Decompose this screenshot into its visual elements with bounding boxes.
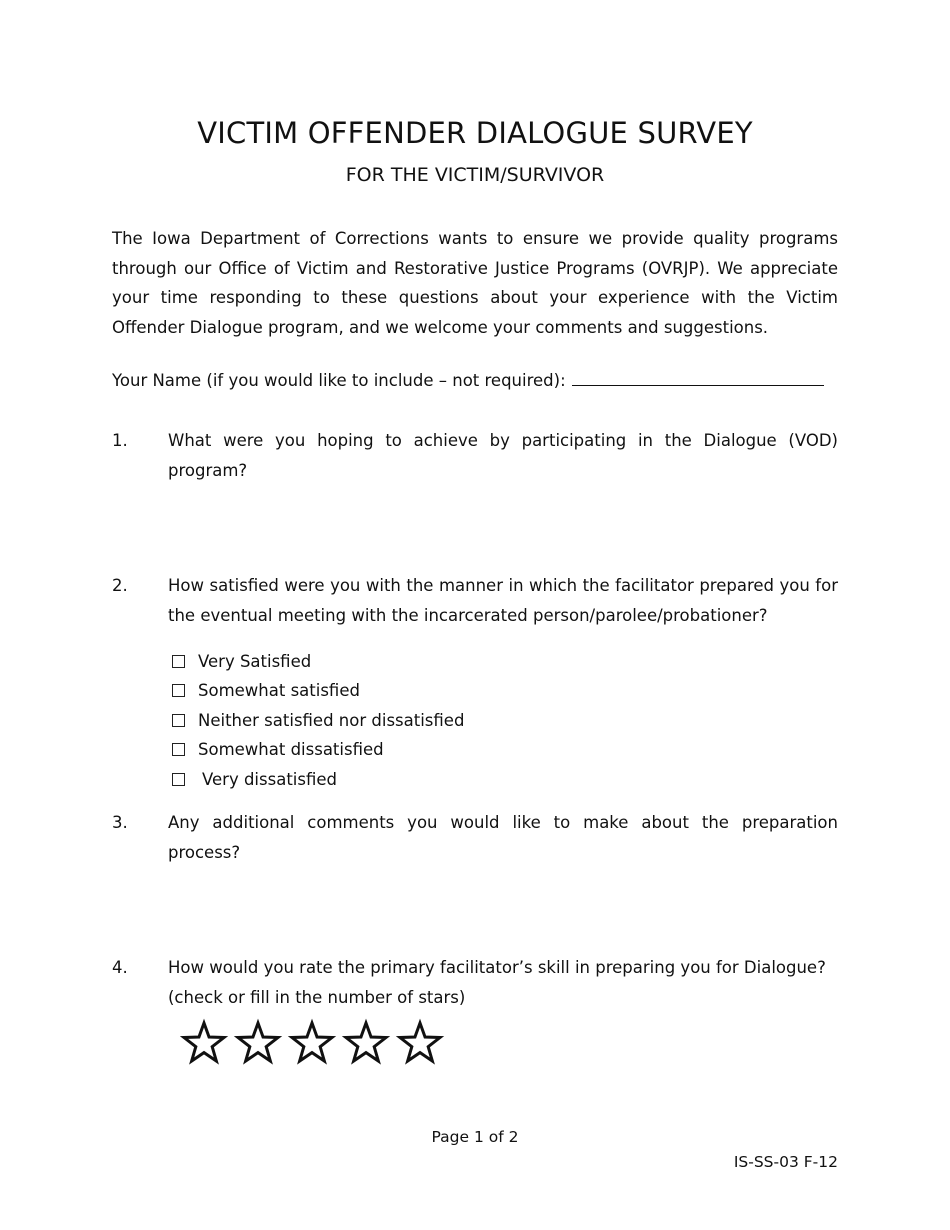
- option-label: Very dissatisfied: [202, 769, 337, 789]
- option-very-satisfied[interactable]: [168, 647, 838, 677]
- option-label: Somewhat dissatisfied: [198, 740, 384, 759]
- intro-paragraph: The Iowa Department of Corrections wants to ensure we provide quality programs through our Office of Victim and Restorative Justice Programs (OVRJP). We appreciate your time responding to these questions about your experience with the Victim Offender Dialogue program, and we welcome your comments and suggestions.: [112, 229, 838, 337]
- question-number: 3.: [112, 813, 128, 832]
- form-code: IS-SS-03 F-12: [733, 1153, 838, 1171]
- question-4: [112, 953, 838, 1012]
- question-text: How would you rate the primary facilitator’s skill in preparing you for Dialogue?: [168, 958, 826, 977]
- question-1: [112, 426, 838, 485]
- option-label: Somewhat satisfied: [198, 681, 360, 700]
- question-text: How satisfied were you with the manner in which the facilitator prepared you for the eventual meeting with the incarcerated person/parolee/probationer?: [168, 576, 838, 625]
- satisfaction-options: [168, 647, 838, 795]
- name-label: Your Name (if you would like to include – not required):: [112, 371, 566, 390]
- star-icon-5[interactable]: [400, 1023, 440, 1061]
- page-title: VICTIM OFFENDER DIALOGUE SURVEY: [197, 116, 753, 150]
- option-neutral[interactable]: [168, 706, 838, 736]
- star-rating-svg: [180, 1018, 450, 1068]
- question-note: (check or fill in the number of stars): [168, 987, 466, 1007]
- checkbox-icon[interactable]: [172, 655, 185, 668]
- checkbox-icon[interactable]: [172, 773, 185, 786]
- star-group: [184, 1023, 440, 1061]
- star-icon-4[interactable]: [346, 1023, 386, 1061]
- name-blank-line[interactable]: [572, 370, 824, 386]
- checkbox-icon[interactable]: [172, 684, 185, 697]
- checkbox-icon[interactable]: [172, 714, 185, 727]
- star-icon-3[interactable]: [292, 1023, 332, 1061]
- option-label: Neither satisfied nor dissatisfied: [198, 710, 465, 730]
- question-number: 4.: [112, 958, 128, 977]
- checkbox-icon[interactable]: [172, 743, 185, 756]
- star-icon-2[interactable]: [238, 1023, 278, 1061]
- option-very-dissatisfied[interactable]: [168, 765, 838, 795]
- star-icon-1[interactable]: [184, 1023, 224, 1061]
- option-label: Very Satisfied: [198, 651, 312, 671]
- question-2: [112, 571, 838, 811]
- name-field-row: [112, 370, 824, 390]
- option-somewhat-dissatisfied[interactable]: [168, 735, 838, 765]
- question-text: What were you hoping to achieve by participating in the Dialogue (VOD) program?: [168, 431, 838, 480]
- question-3: [112, 808, 838, 867]
- page-number: Page 1 of 2: [431, 1128, 519, 1146]
- question-text: Any additional comments you would like to make about the preparation process?: [168, 813, 838, 862]
- option-somewhat-satisfied[interactable]: [168, 676, 838, 706]
- page-subtitle: FOR THE VICTIM/SURVIVOR: [345, 164, 605, 186]
- question-number: 2.: [112, 576, 128, 595]
- star-rating: [180, 1018, 450, 1068]
- question-number: 1.: [112, 431, 128, 450]
